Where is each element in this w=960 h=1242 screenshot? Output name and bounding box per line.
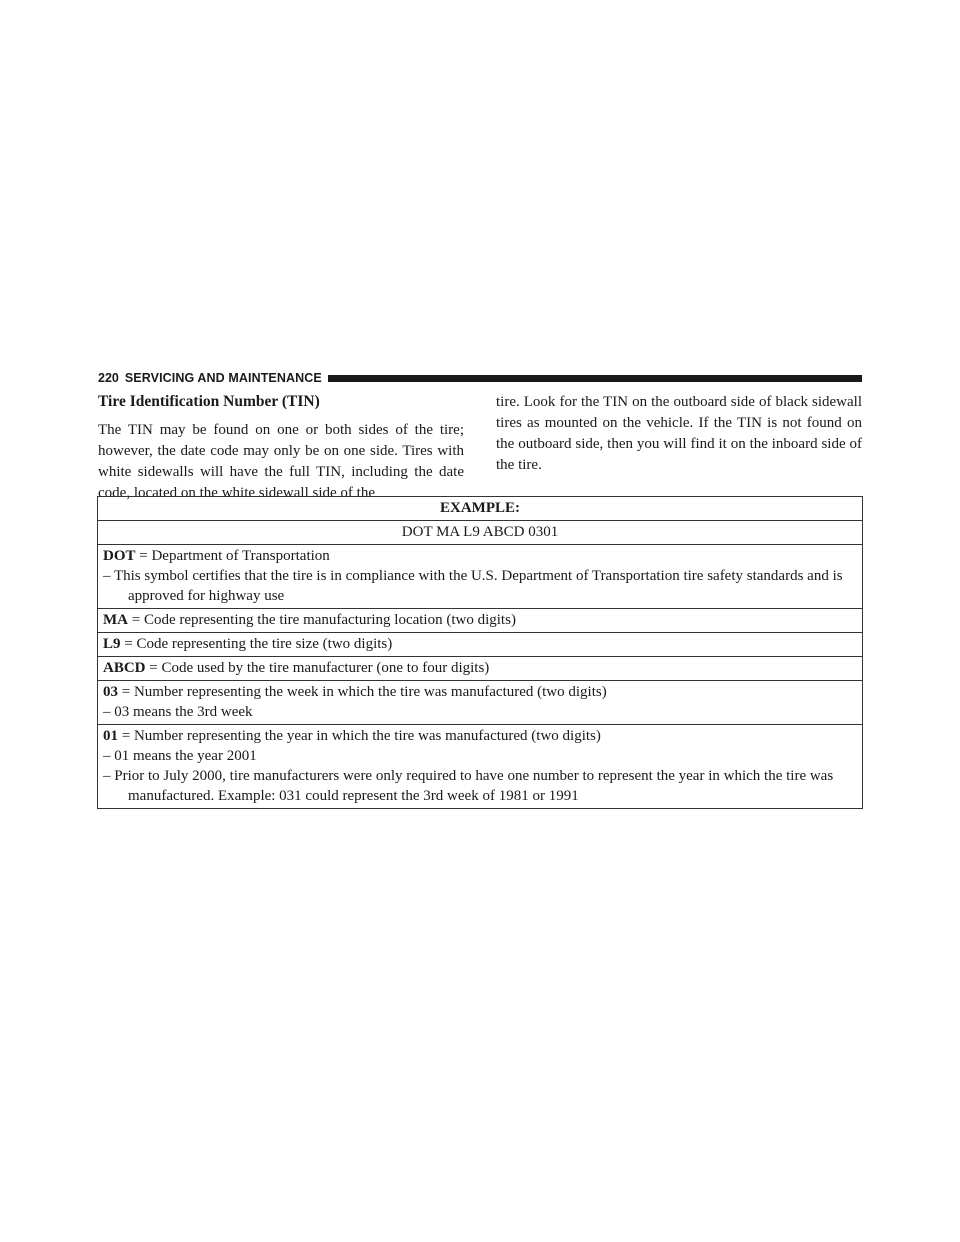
table-cell xyxy=(98,609,863,633)
article-heading: Tire Identification Number (TIN) xyxy=(98,393,320,410)
page-header xyxy=(98,370,862,386)
table-cell xyxy=(98,657,863,681)
definition-note: – This symbol certifies that the tire is in compliance with the U.S. Department of Transportation tire safety standards and is approved for highway use xyxy=(103,568,843,604)
example-code-row xyxy=(98,521,863,545)
table-cell xyxy=(98,545,863,609)
table-row xyxy=(98,633,863,657)
section-title: SERVICING AND MAINTENANCE xyxy=(124,371,322,385)
definition-line xyxy=(103,726,857,746)
table-row xyxy=(98,545,863,609)
definition-note: – 01 means the year 2001 xyxy=(103,748,257,764)
left-paragraph: The TIN may be found on one or both sides of the tire; however, the date code may only be on one side. Tires with white sidewalls will have the full TIN, including the date code, located on the white sidewall side of the xyxy=(98,422,464,501)
tin-example-table xyxy=(97,496,863,809)
code-term: 03 xyxy=(103,684,118,700)
code-term: ABCD xyxy=(103,660,146,676)
table-cell xyxy=(98,633,863,657)
code-term: L9 xyxy=(103,636,121,652)
header-rule xyxy=(328,375,862,382)
code-definition: = Code representing the tire size (two digits) xyxy=(120,636,393,652)
definition-note: – Prior to July 2000, tire manufacturers were only required to have one number to represent the year in which the tire was manufactured. Example: 031 could represent the 3rd week of 1981 or 1991 xyxy=(103,768,834,804)
table-row xyxy=(98,725,863,809)
definition-note: – 03 means the 3rd week xyxy=(103,704,253,720)
table-title: EXAMPLE: xyxy=(98,497,863,521)
example-code: DOT MA L9 ABCD 0301 xyxy=(98,521,863,545)
left-column xyxy=(98,392,464,504)
right-column xyxy=(496,392,862,504)
article-body xyxy=(98,392,862,504)
table-cell xyxy=(98,681,863,725)
code-term: DOT xyxy=(103,548,136,564)
definition-line xyxy=(103,546,857,566)
code-definition: = Department of Transportation xyxy=(135,548,330,564)
right-paragraph: tire. Look for the TIN on the outboard side of black sidewall tires as mounted on the vehicle. If the TIN is not found on the outboard side, then you will find it on the inboard side of the tire. xyxy=(496,394,862,473)
table-row xyxy=(98,609,863,633)
code-definition: = Code representing the tire manufacturing location (two digits) xyxy=(128,612,516,628)
page-number: 220 xyxy=(98,371,119,385)
code-term: 01 xyxy=(103,728,118,744)
definition-line xyxy=(103,682,857,702)
code-definition: = Number representing the year in which the tire was manufactured (two digits) xyxy=(118,728,601,744)
code-term: MA xyxy=(103,612,128,628)
definition-line xyxy=(103,658,857,678)
table-row xyxy=(98,681,863,725)
code-definition: = Number representing the week in which the tire was manufactured (two digits) xyxy=(118,684,607,700)
definition-line xyxy=(103,610,857,630)
table-cell xyxy=(98,725,863,809)
definition-line xyxy=(103,634,857,654)
table-title-row xyxy=(98,497,863,521)
code-definition: = Code used by the tire manufacturer (one to four digits) xyxy=(145,660,490,676)
table-row xyxy=(98,657,863,681)
